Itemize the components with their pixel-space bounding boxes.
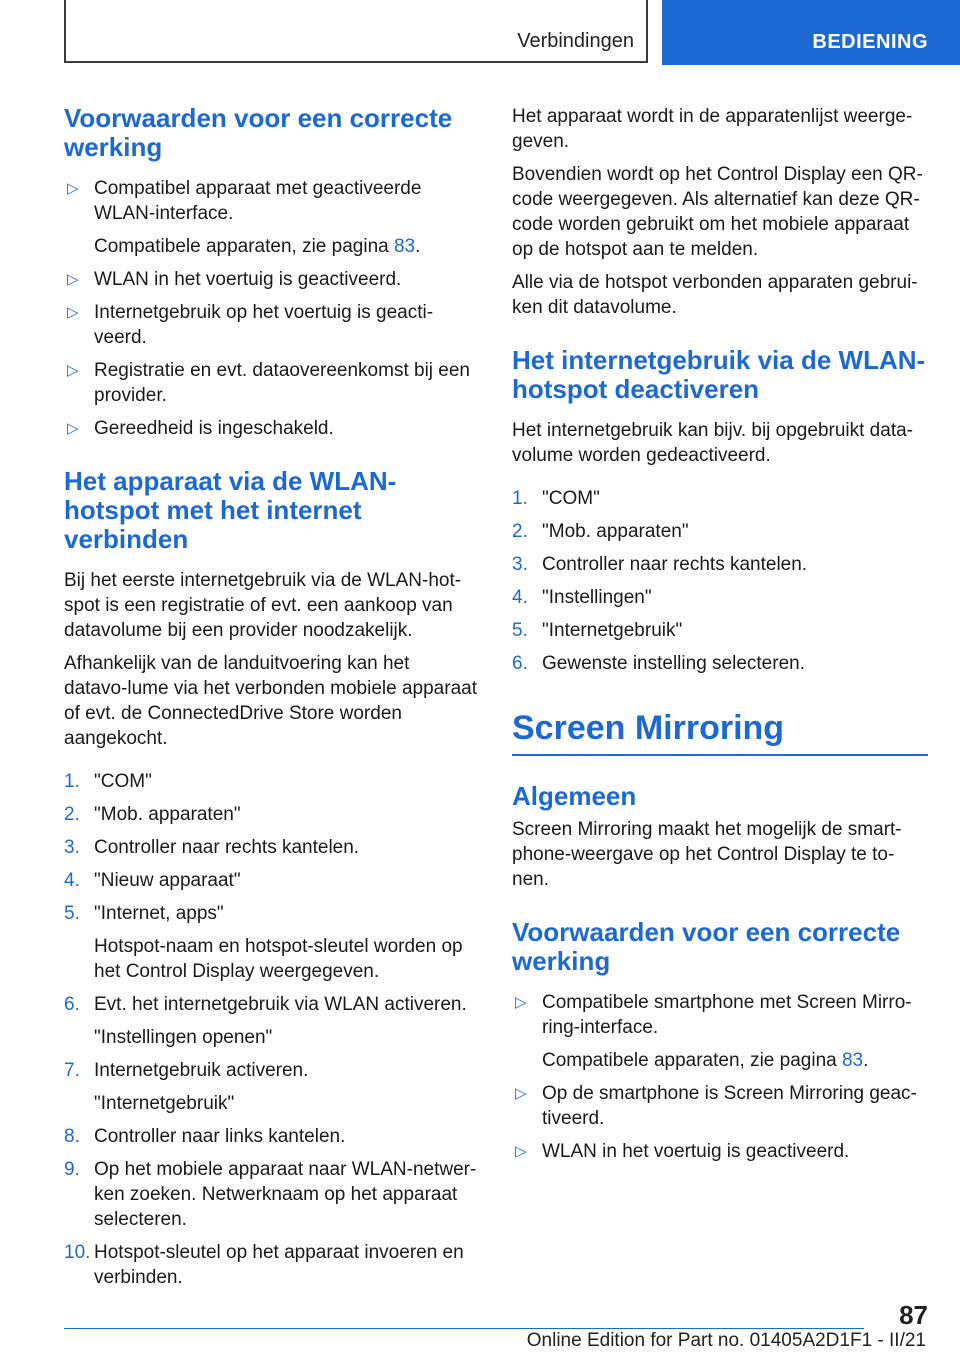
paragraph: Het internetgebruik kan bijv. bij opgebruikt data‐volume worden gedeactiveerd. [512,420,913,466]
chapter-tab[interactable] [662,0,960,65]
step-item: 6. Gewenste instelling selecteren. [512,653,805,674]
heading-requirements: Voorwaarden voor een correcte werking [64,103,453,162]
step-item: 8. Controller naar links kantelen. [64,1126,346,1147]
triangle-bullet-icon: ▷ [515,994,527,1011]
step-item: 3. Controller naar rechts kantelen. [512,554,808,575]
page-link[interactable]: 83 [841,1050,864,1071]
running-header [64,0,648,63]
triangle-bullet-icon: ▷ [67,420,79,437]
step-item: 1. "COM" [512,488,600,509]
step-item: 2. "Mob. apparaten" [64,804,241,825]
heading-general: Algemeen [512,781,637,811]
step-item: 10. Hotspot-sleutel op het apparaat invoeren en verbinden. [64,1242,464,1288]
paragraph: Afhankelijk van de landuitvoering kan het datavo‐lume via het verbonden mobiele apparaat of evt. de ConnectedDrive Store worden aangekocht. [64,653,477,749]
paragraph: Bovendien wordt op het Control Display een QR-code weergegeven. Als alternatief kan deze QR-code worden gebruikt om het mobiele apparaat op de hotspot aan te melden. [512,164,923,260]
mirroring-requirements-list [512,990,928,1164]
list-item: ▷ Compatibel apparaat met geactiveerde WLAN-interface. Compatibele apparaten, zie pagina 83. [67,178,422,257]
left-column [64,104,478,1298]
step-item: 5. "Internetgebruik" [512,620,683,641]
page-link[interactable]: 83 [393,236,416,257]
section-title: Verbindingen [517,30,634,52]
heading-connect-hotspot: Het apparaat via de WLAN-hotspot met het internet verbinden [64,466,397,554]
list-item: ▷ Op de smartphone is Screen Mirroring geac‐tiveerd. [515,1083,917,1129]
list-item: ▷ WLAN in het voertuig is geactiveerd. [67,269,402,290]
step-item: 6. Evt. het internetgebruik via WLAN activeren. "Instellingen openen" [64,994,467,1048]
triangle-bullet-icon: ▷ [515,1143,527,1160]
list-item: ▷ Gereedheid is ingeschakeld. [67,418,334,439]
list-item: ▷ WLAN in het voertuig is geactiveerd. [515,1141,850,1162]
connect-steps [64,769,478,1290]
list-item: ▷ Compatibele smartphone met Screen Mirro‐ring-interface. Compatibele apparaten, zie pagina 83. [515,992,912,1071]
triangle-bullet-icon: ▷ [67,362,79,379]
heading-screen-mirroring: Screen Mirroring [512,708,928,756]
chapter-title: BEDIENING [812,31,928,53]
requirements-list [64,176,478,441]
paragraph: Screen Mirroring maakt het mogelijk de smart‐phone-weergave op het Control Display te to‐nen. [512,819,902,890]
step-item: 4. "Nieuw apparaat" [64,870,241,891]
deactivate-steps [512,486,928,676]
triangle-bullet-icon: ▷ [67,304,79,321]
list-item: ▷ Registratie en evt. dataovereenkomst bij een provider. [67,360,470,406]
list-item: ▷ Internetgebruik op het voertuig is geacti‐veerd. [67,302,434,348]
step-item: 5. "Internet, apps" Hotspot-naam en hotspot-sleutel worden op het Control Display weergegeven. [64,903,463,982]
step-item: 2. "Mob. apparaten" [512,521,689,542]
paragraph: Het apparaat wordt in de apparatenlijst weerge‐geven. [512,106,913,152]
paragraph: Bij het eerste internetgebruik via de WLAN-hot‐spot is een registratie of evt. een aankoop van datavolume bij een provider noodzakelijk. [64,570,462,641]
step-item: 9. Op het mobiele apparaat naar WLAN-netwer‐ken zoeken. Netwerknaam op het apparaat selecteren. [64,1159,477,1230]
footer-divider [64,1328,864,1329]
right-column [512,104,928,1172]
heading-requirements-mirroring: Voorwaarden voor een correcte werking [512,917,901,976]
edition-note: Online Edition for Part no. 01405A2D1F1 - II/21 [526,1330,926,1351]
paragraph: Alle via de hotspot verbonden apparaten gebrui‐ken dit datavolume. [512,272,918,318]
triangle-bullet-icon: ▷ [67,180,79,197]
step-item: 1. "COM" [64,771,152,792]
page-number: 87 [899,1300,928,1330]
step-item: 4. "Instellingen" [512,587,652,608]
heading-deactivate-hotspot: Het internetgebruik via de WLAN-hotspot deactiveren [512,345,926,404]
step-item: 3. Controller naar rechts kantelen. [64,837,360,858]
triangle-bullet-icon: ▷ [515,1085,527,1102]
triangle-bullet-icon: ▷ [67,271,79,288]
step-item: 7. Internetgebruik activeren. "Internetgebruik" [64,1060,309,1114]
